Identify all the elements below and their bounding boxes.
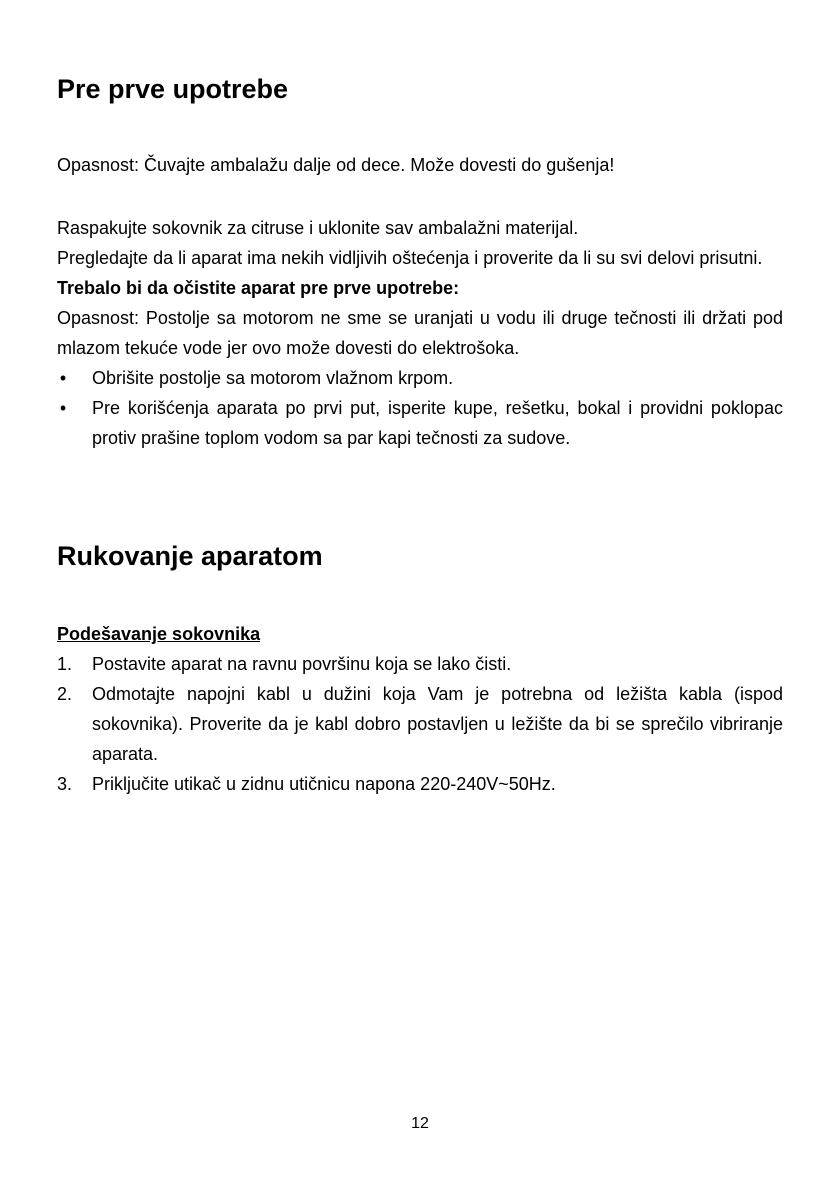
cleaning-list xyxy=(57,363,783,453)
bullet-icon: • xyxy=(59,398,67,418)
section-title-operation: Rukovanje aparatom xyxy=(57,541,323,571)
unpack-instruction: Raspakujte sokovnik za citruse i uklonite sav ambalažni materijal. xyxy=(57,218,579,238)
section-title-before-first-use: Pre prve upotrebe xyxy=(57,74,289,104)
list-item-text: Pre korišćenja aparata po prvi put, isperite kupe, rešetku, bokal i providni poklopac protiv prašine toplom vodom sa par kapi tečnosti za sudove. xyxy=(92,398,783,448)
step-text: Postavite aparat na ravnu površinu koja se lako čisti. xyxy=(92,654,512,674)
subsection-heading-setup: Podešavanje sokovnika xyxy=(57,624,261,644)
page-number: 12 xyxy=(411,1115,429,1132)
danger-note-water: Opasnost: Postolje sa motorom ne sme se uranjati u vodu ili druge tečnosti ili držati pod mlazom tekuće vode jer ovo može dovesti do elektrošoka. xyxy=(57,308,783,358)
list-item xyxy=(57,649,783,679)
bullet-icon: • xyxy=(59,368,67,388)
step-text: Odmotajte napojni kabl u dužini koja Vam je potrebna od ležišta kabla (ispod sokovnika). Proverite da je kabl dobro postavljen u ležište da bi se sprečilo vibriranje aparata. xyxy=(92,684,783,764)
setup-steps-list xyxy=(57,649,783,799)
list-item-text: Obrišite postolje sa motorom vlažnom krpom. xyxy=(92,368,454,388)
cleaning-heading: Trebalo bi da očistite aparat pre prve upotrebe: xyxy=(57,278,460,298)
step-text: Priključite utikač u zidnu utičnicu napona 220-240V~50Hz. xyxy=(92,774,556,794)
step-number: 1. xyxy=(57,654,73,674)
list-item xyxy=(57,363,783,393)
section-operation-body xyxy=(57,619,783,799)
step-number: 2. xyxy=(57,684,73,704)
section-before-first-use-body xyxy=(57,213,783,453)
list-item xyxy=(57,393,783,453)
list-item xyxy=(57,769,783,799)
danger-note-packaging: Opasnost: Čuvajte ambalažu dalje od dece. Može dovesti do gušenja! xyxy=(57,155,615,175)
list-item xyxy=(57,679,783,769)
inspect-instruction: Pregledajte da li aparat ima nekih vidljivih oštećenja i proverite da li su svi delovi prisutni. xyxy=(57,248,763,268)
step-number: 3. xyxy=(57,774,73,794)
